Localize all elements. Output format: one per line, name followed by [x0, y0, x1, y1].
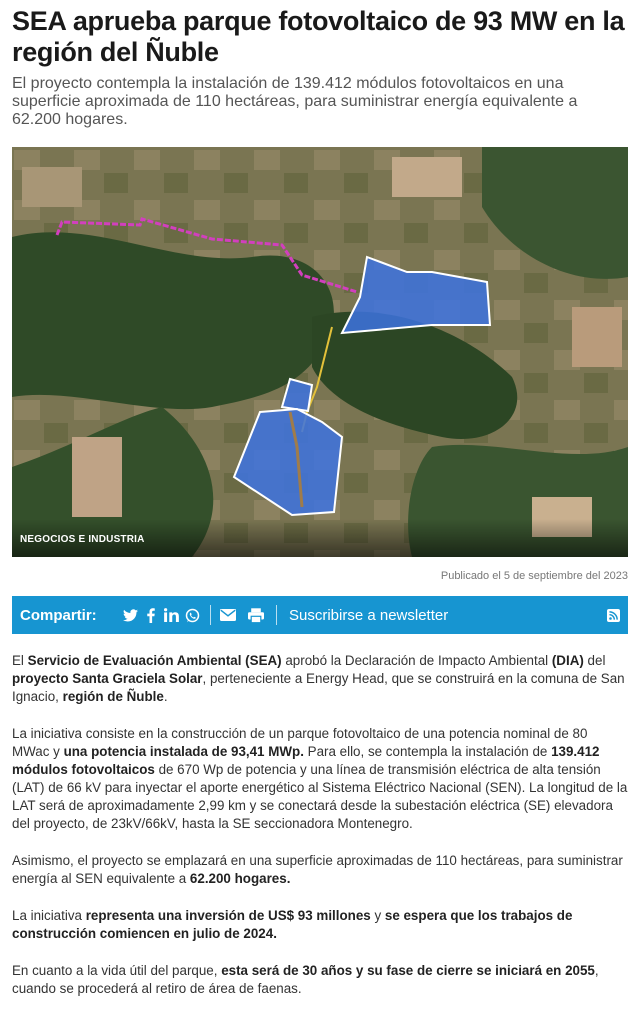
rss-icon[interactable]	[606, 606, 620, 624]
hero-image	[12, 147, 628, 557]
share-divider	[276, 605, 277, 625]
paragraph-emphasis: una potencia instalada de 93,41 MWp.	[63, 744, 304, 759]
whatsapp-icon[interactable]	[184, 606, 200, 624]
paragraph	[12, 852, 628, 888]
article-title: SEA aprueba parque fotovoltaico de 93 MW en la región del Ñuble	[12, 6, 625, 67]
paragraph-text: y	[370, 908, 385, 923]
paragraph-emphasis: 139.412 módulos fotovoltaicos	[12, 744, 600, 777]
newsletter-link[interactable]: Suscribirse a newsletter	[289, 607, 449, 624]
paragraph-text: .	[163, 689, 168, 704]
linkedin-icon[interactable]	[162, 606, 180, 624]
article-lede: El proyecto contempla la instalación de 139.412 módulos fotovoltaicos en una superficie aproximada de 110 hectáreas, para suministrar energía equivalente a 62.200 hogares.	[12, 75, 578, 128]
paragraph-text: En cuanto a la vida útil del parque,	[12, 963, 222, 978]
paragraph-text: del	[583, 653, 606, 668]
category-label[interactable]: NEGOCIOS E INDUSTRIA	[20, 534, 145, 545]
paragraph-emphasis: proyecto Santa Graciela Solar	[12, 671, 203, 686]
paragraph-emphasis: 62.200 hogares.	[189, 871, 291, 886]
twitter-icon[interactable]	[122, 606, 138, 624]
paragraph-text: , cuando se procederá al retiro de área de faenas.	[12, 963, 599, 996]
paragraph-emphasis: representa una inversión de US$ 93 millones	[85, 908, 371, 923]
paragraph	[12, 652, 628, 706]
paragraph-text: Para ello, se contempla la instalación de	[303, 744, 552, 759]
paragraph-text: aprobó la Declaración de Impacto Ambiental	[281, 653, 552, 668]
category-overlay	[12, 519, 628, 557]
article-body	[12, 652, 628, 1017]
paragraph-text: , perteneciente a Energy Head, que se construirá en la comuna de San Ignacio,	[12, 671, 625, 704]
paragraph-text: Asimismo, el proyecto se emplazará en una superficie aproximadas de 110 hectáreas, para suministrar energía al SEN equivalente a	[12, 853, 623, 886]
share-divider	[210, 605, 211, 625]
paragraph	[12, 725, 628, 833]
paragraph-emphasis: se espera que los trabajos de construcción comiencen en julio de 2024.	[12, 908, 573, 941]
aerial-map-image	[12, 147, 628, 557]
paragraph-emphasis: Servicio de Evaluación Ambiental (SEA)	[27, 653, 282, 668]
paragraph	[12, 907, 628, 943]
publish-date: Publicado el 5 de septiembre del 2023	[440, 570, 628, 582]
paragraph-text: de 670 Wp de potencia y una línea de transmisión eléctrica de alta tensión (LAT) de 66 kV para inyectar el aporte energético al Sistema Eléctrico Nacional (SEN). La longitud de la LAT será de aproximadamente 2,99 km y se conectará desde la subestación eléctrica (SE) elevadora del proyecto, de 23kV/66kV, hasta la SE seccionadora Montenegro.	[12, 762, 628, 831]
paragraph-emphasis: (DIA)	[551, 653, 584, 668]
paragraph-text: El	[12, 653, 28, 668]
paragraph-emphasis: esta será de 30 años y su fase de cierre se iniciará en 2055	[221, 963, 595, 978]
paragraph-text: La iniciativa consiste en la construcción de un parque fotovoltaico de una potencia nominal de 80 MWac y	[12, 726, 588, 759]
email-icon[interactable]	[219, 606, 237, 624]
print-icon[interactable]	[247, 606, 265, 624]
share-label: Compartir:	[20, 607, 97, 624]
paragraph-text: La iniciativa	[12, 908, 86, 923]
share-bar	[12, 596, 628, 634]
facebook-icon[interactable]	[145, 606, 157, 624]
paragraph	[12, 962, 628, 998]
paragraph-emphasis: región de Ñuble	[62, 689, 164, 704]
